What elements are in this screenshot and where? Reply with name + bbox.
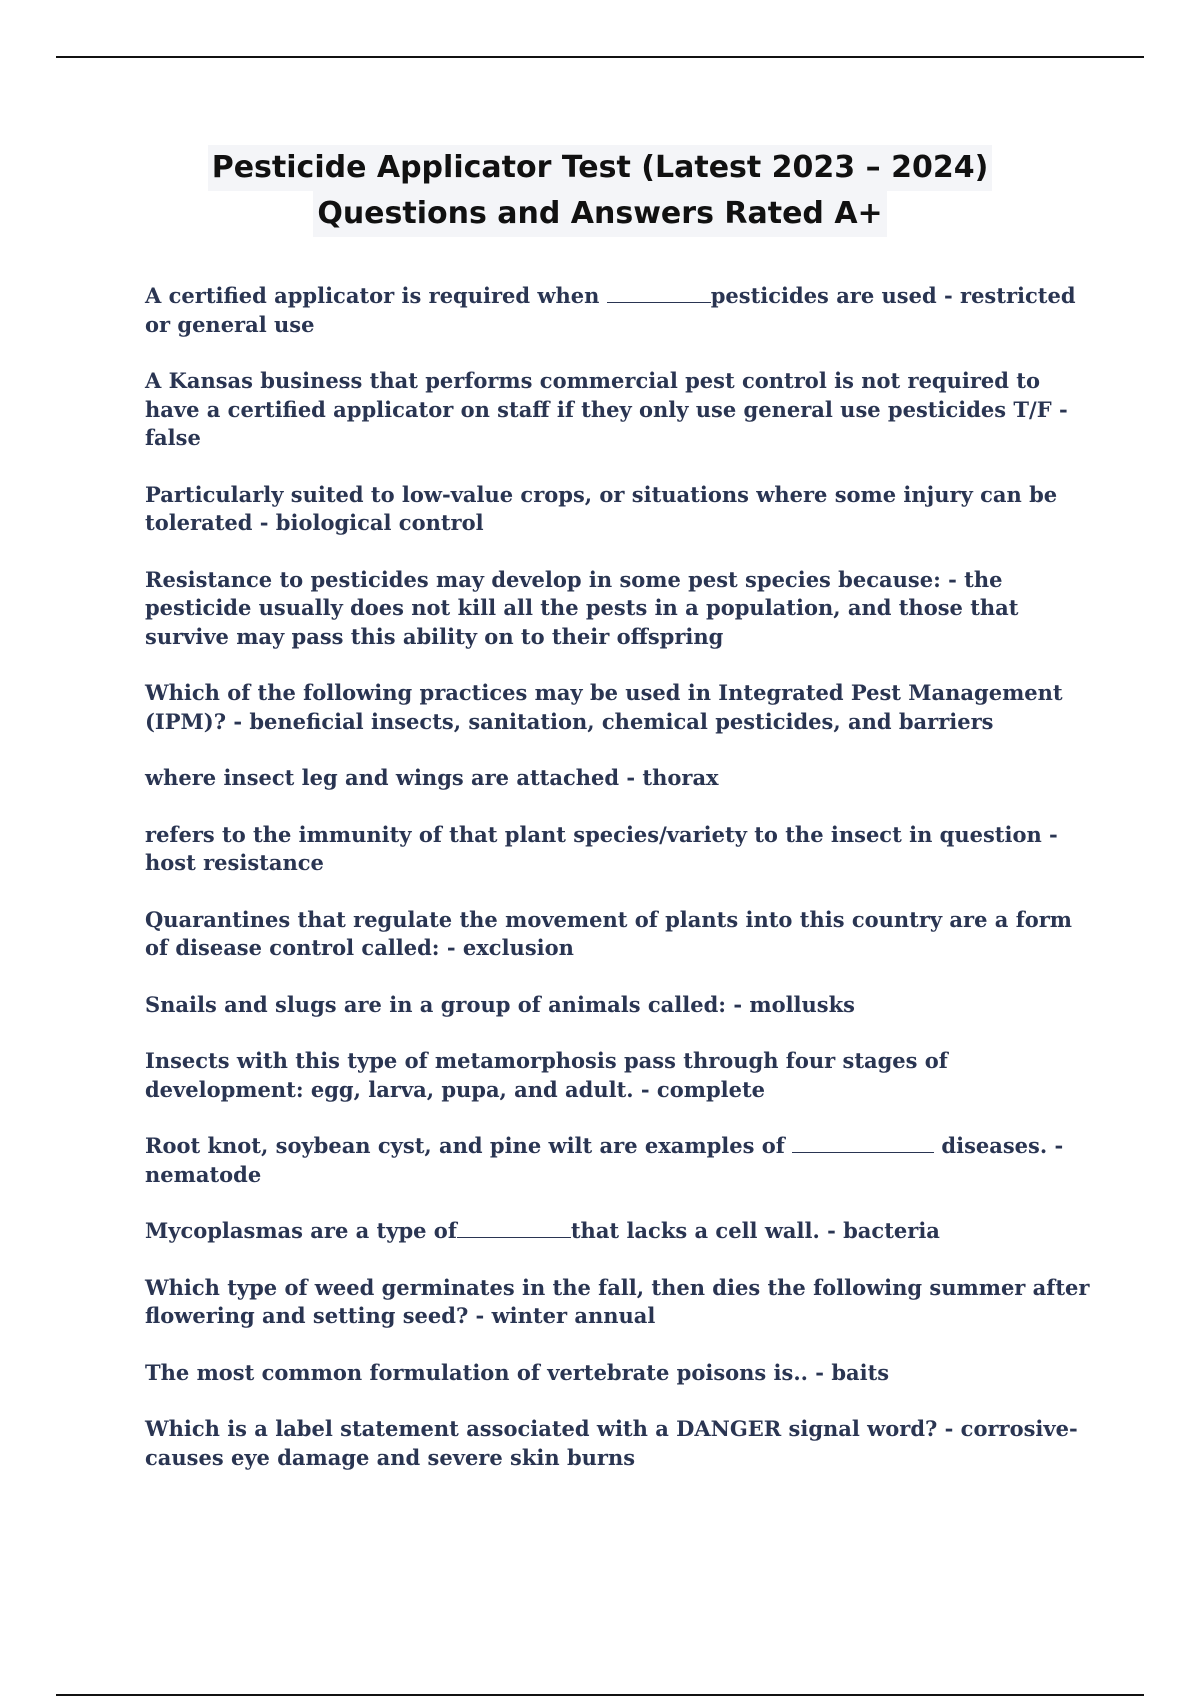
qa-text-before-blank: A certified applicator is required when: [145, 283, 607, 308]
qa-item: [145, 282, 1095, 339]
qa-item: Resistance to pesticides may develop in some pest species because: - the pesticide usually does not kill all the pests in a population, and those that survive may pass this ability on to their offspring: [145, 566, 1019, 649]
qa-item: [145, 1132, 1095, 1189]
qa-item: [145, 1217, 1095, 1246]
qa-item: A Kansas business that performs commercial pest control is not required to have a certified applicator on staff if they only use general use pesticides T/F - false: [145, 368, 1068, 450]
title-line-1: Pesticide Applicator Test (Latest 2023 – 2024): [208, 145, 993, 191]
qa-item: refers to the immunity of that plant species/variety to the insect in question - host resistance: [145, 821, 1058, 875]
qa-item: Particularly suited to low-value crops, or situations where some injury can be tolerated - biological control: [145, 481, 1058, 535]
document-title: [0, 145, 1200, 237]
fill-in-blank: [457, 1219, 571, 1238]
fill-in-blank: [792, 1134, 934, 1153]
qa-item: where insect leg and wings are attached - thorax: [145, 765, 719, 790]
qa-item: Insects with this type of metamorphosis pass through four stages of development: egg, larva, pupa, and adult. - complete: [145, 1048, 948, 1102]
qa-text-after-blank: diseases. - nematode: [145, 1133, 1064, 1187]
question-answer-list: [145, 282, 1095, 1500]
qa-text-before-blank: Mycoplasmas are a type of: [145, 1218, 457, 1243]
qa-item: Snails and slugs are in a group of animals called: - mollusks: [145, 991, 855, 1017]
top-rule: [56, 56, 1144, 58]
qa-text-after-blank: that lacks a cell wall. - bacteria: [570, 1218, 940, 1243]
qa-item: Which of the following practices may be used in Integrated Pest Management (IPM)? - beneficial insects, sanitation, chemical pesticides, and barriers: [145, 680, 1063, 734]
qa-item: Which type of weed germinates in the fall, then dies the following summer after flowering and setting seed? - winter annual: [145, 1274, 1090, 1328]
fill-in-blank: [607, 284, 711, 303]
qa-text-before-blank: Root knot, soybean cyst, and pine wilt are examples of: [145, 1133, 793, 1158]
qa-item: The most common formulation of vertebrate poisons is.. - baits: [145, 1359, 890, 1385]
qa-text-after-blank: pesticides are used - restricted or general use: [145, 283, 1076, 337]
bottom-rule: [56, 1694, 1144, 1696]
title-line-2: Questions and Answers Rated A+: [313, 191, 886, 237]
qa-item: Which is a label statement associated with a DANGER signal word? - corrosive-causes eye damage and severe skin burns: [145, 1416, 1078, 1470]
qa-item: Quarantines that regulate the movement of plants into this country are a form of disease control called: - exclusion: [145, 906, 1073, 960]
